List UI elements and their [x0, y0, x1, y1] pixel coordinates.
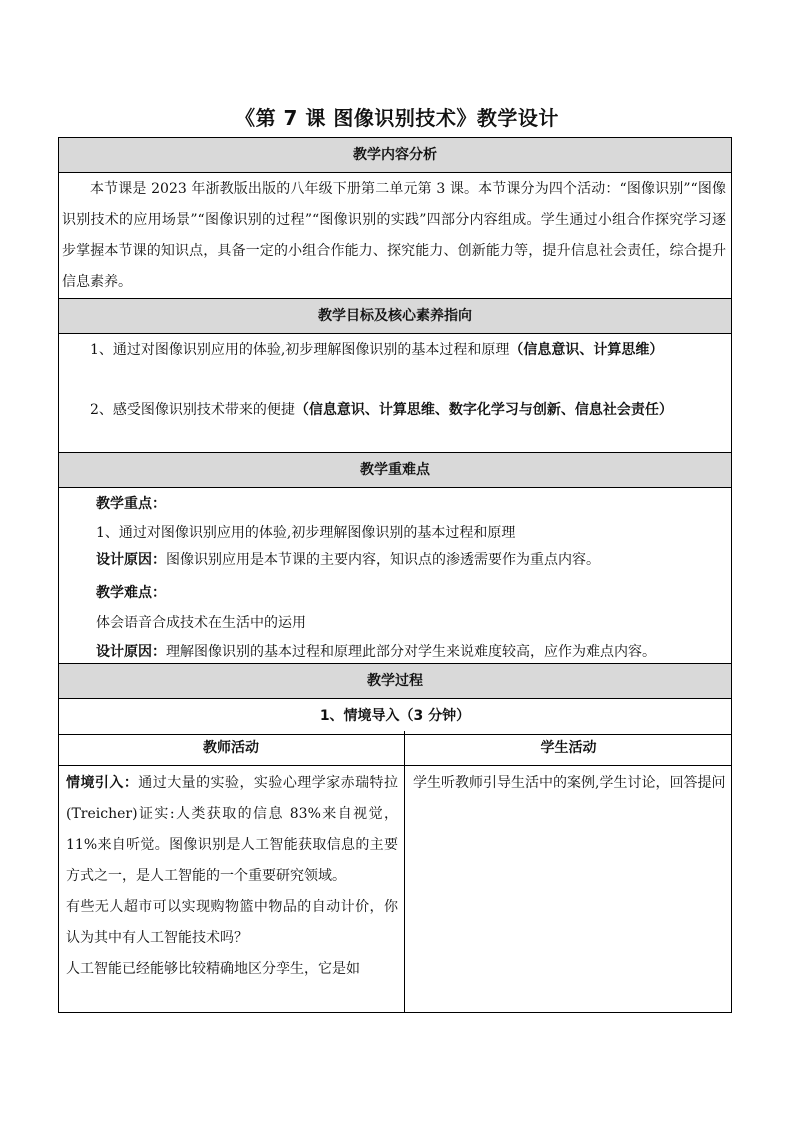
stage-title: 1、情境导入（3 分钟） — [58, 697, 732, 735]
objectives-header-label: 教学目标及核心素养指向 — [318, 308, 472, 324]
difficulty-reason-label: 设计原因： — [96, 644, 166, 660]
objective-2-text: 2、感受图像识别技术带来的便捷 — [90, 402, 295, 418]
document-title: 《第 7 课 图像识别技术》教学设计 — [235, 106, 559, 130]
teacher-intro-paragraph — [66, 768, 398, 892]
difficulty-reason-text: 理解图像识别的基本过程和原理此部分对学生来说难度较高，应作为难点内容。 — [166, 644, 656, 660]
teacher-intro-text: 通过大量的实验，实验心理学家赤瑞特拉(Treicher)证实:人类获取的信息 83%来自视觉，11%来自听觉。图像识别是人工智能获取信息的主要方式之一，是人工智能的一个重要研究领域。 — [66, 775, 399, 884]
focus-item: 1、通过对图像识别应用的体验,初步理解图像识别的基本过程和原理 — [96, 525, 516, 541]
focus-reason-text: 图像识别应用是本节课的主要内容，知识点的渗透需要作为重点内容。 — [166, 552, 600, 568]
objective-1-text: 1、通过对图像识别应用的体验,初步理解图像识别的基本过程和原理 — [90, 342, 510, 358]
teacher-intro-label: 情境引入： — [66, 775, 139, 791]
teacher-question-2: 人工智能已经能够比较精确地区分孪生，它是如 — [66, 961, 360, 977]
difficulty-label: 教学难点： — [96, 585, 166, 601]
section-header-key-points: 教学重难点 — [58, 452, 732, 488]
teacher-activity-header: 教师活动 — [58, 731, 404, 766]
focus-reason — [96, 549, 600, 571]
objective-1-tag: （信息意识、计算思维） — [509, 342, 664, 358]
focus-label: 教学重点： — [96, 496, 166, 512]
objective-item-2 — [62, 395, 726, 426]
student-activity-body: 学生听教师引导生活中的案例,学生讨论，回答提问 — [413, 775, 726, 791]
teacher-question-1: 有些无人超市可以实现购物篮中物品的自动计价，你认为其中有人工智能技术吗？ — [66, 899, 398, 946]
teacher-activity-body — [58, 766, 404, 985]
section-header-process: 教学过程 — [58, 663, 732, 699]
section-header-objectives — [58, 298, 732, 334]
section-header-content-analysis: 教学内容分析 — [58, 137, 732, 173]
difficulty-reason — [96, 641, 656, 663]
content-analysis-text: 本节课是 2023 年浙教版出版的八年级下册第二单元第 3 课。本节课分为四个活动：“图像识别”“图像识别技术的应用场景”“图像识别的过程”“图像识别的实践”四部分内容组成。学生通过小组合作探究学习逐步掌握本节课的知识点，具备一定的小组合作能力、探究能力、创新能力等，提升信息社会责任，综合提升信息素养。 — [62, 181, 726, 290]
student-activity-header: 学生活动 — [405, 731, 732, 766]
difficulty-item: 体会语音合成技术在生活中的运用 — [96, 615, 306, 631]
objective-2-tag: （信息意识、计算思维、数字化学习与创新、信息社会责任） — [294, 402, 673, 418]
teacher-activity-column — [58, 731, 405, 1013]
objective-item-1 — [62, 335, 726, 366]
focus-reason-label: 设计原因： — [96, 552, 166, 568]
student-activity-column — [405, 731, 732, 1013]
